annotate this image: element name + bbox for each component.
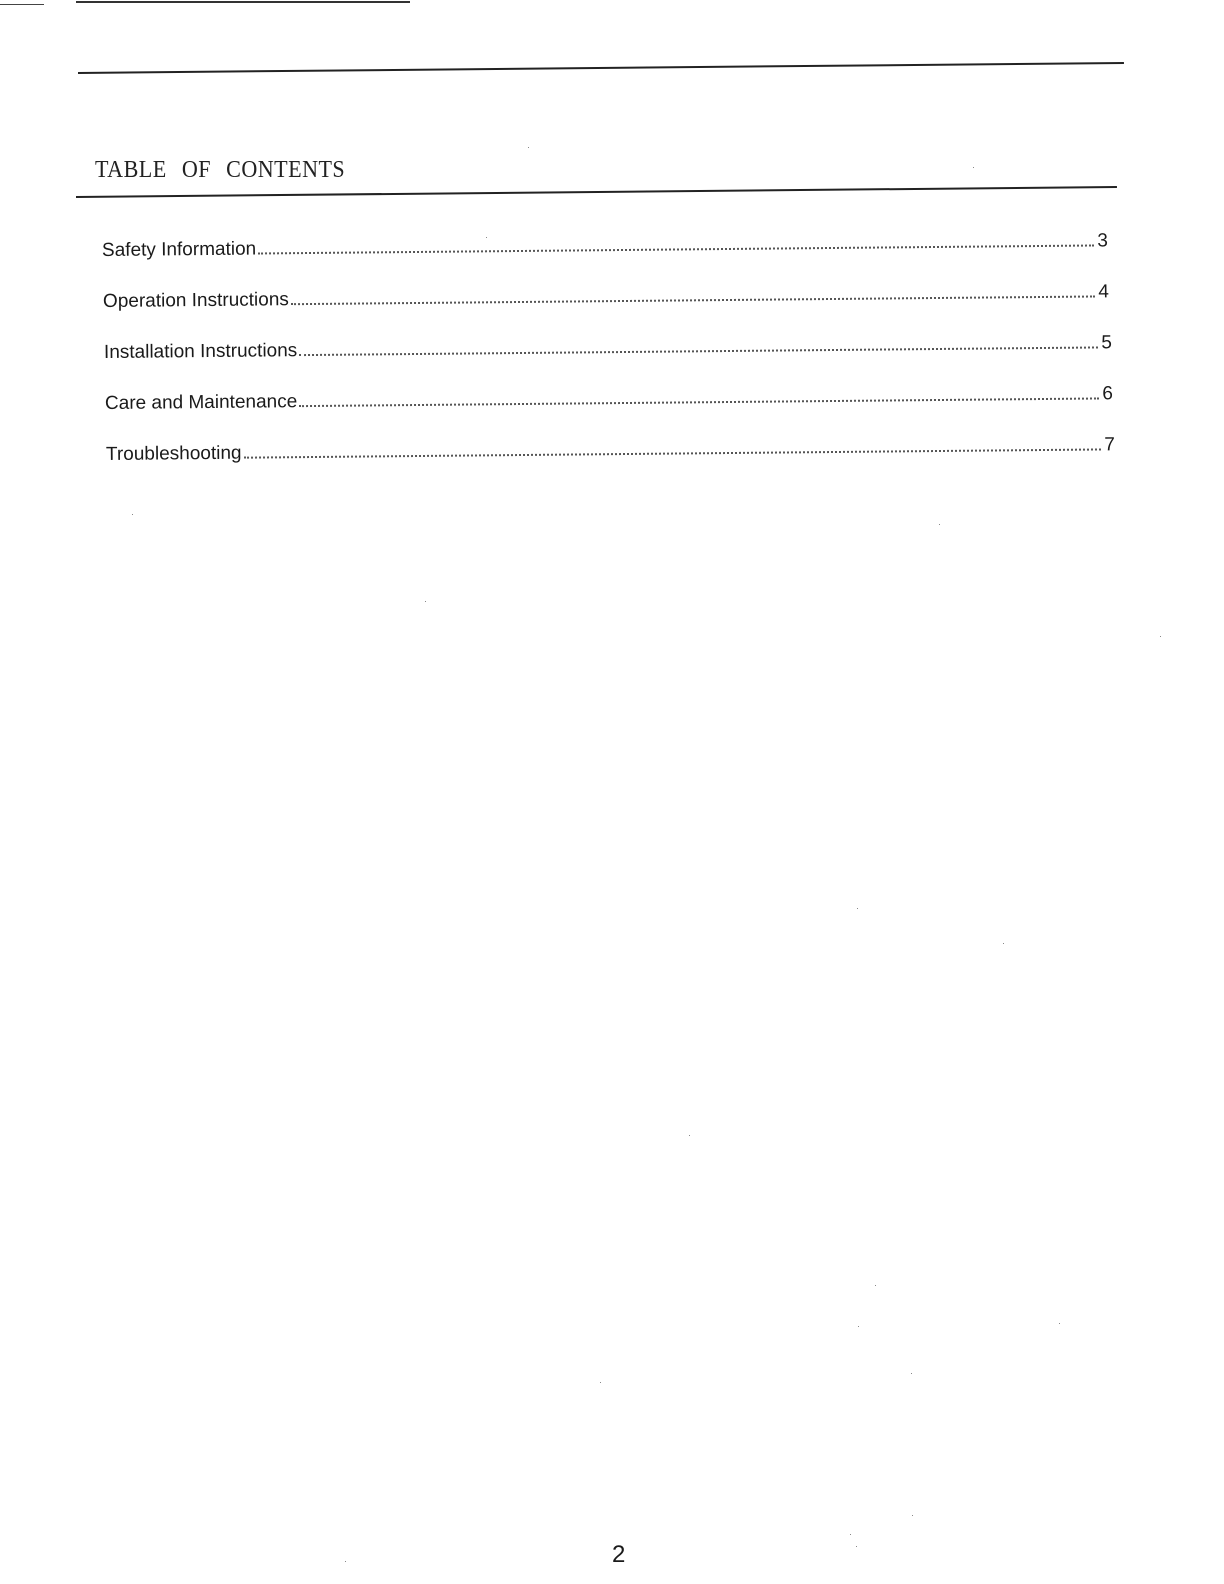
scan-speck (875, 1285, 876, 1286)
toc-entry-label: Operation Instructions (102, 289, 289, 312)
scan-speck (856, 1546, 857, 1547)
dot-leader (291, 294, 1096, 305)
scan-speck (850, 1534, 851, 1535)
scan-speck (689, 1135, 690, 1136)
scan-speck (1059, 1323, 1060, 1324)
dot-leader (299, 396, 1099, 407)
toc-entry (102, 230, 1108, 262)
scan-speck (1003, 943, 1004, 944)
scan-speck (425, 601, 426, 602)
scan-speck (912, 1515, 913, 1516)
scan-speck (911, 1373, 912, 1374)
toc-entry-page: 5 (1101, 332, 1113, 354)
page-number: 2 (612, 1541, 626, 1568)
scan-speck (939, 524, 940, 525)
scan-speck (858, 1326, 859, 1327)
scan-speck (345, 1561, 346, 1562)
toc-entry-page: 6 (1102, 383, 1114, 405)
toc-entry-label: Safety Information (101, 238, 257, 261)
toc-entry (106, 434, 1115, 466)
scan-speck (1160, 636, 1161, 637)
toc-entry-page: 4 (1098, 281, 1110, 303)
toc-entry (103, 281, 1109, 313)
toc-entry-label: Care and Maintenance (104, 391, 298, 414)
toc-entry-page: 7 (1104, 434, 1116, 456)
scan-speck (132, 514, 133, 515)
dot-leader (244, 447, 1102, 458)
dot-leader (299, 345, 1098, 356)
toc-entry-label: Installation Instructions (103, 340, 298, 363)
scan-speck (857, 908, 858, 909)
scan-speck (973, 167, 974, 168)
toc-title: TABLE OF CONTENTS (95, 157, 346, 183)
toc-entry (105, 383, 1113, 415)
dot-leader (258, 243, 1094, 254)
toc-entry (104, 332, 1112, 364)
toc-entry-page: 3 (1097, 230, 1109, 252)
toc-entry-label: Troubleshooting (105, 442, 242, 465)
scan-speck (528, 147, 529, 148)
scan-speck (600, 1382, 601, 1383)
scan-speck (486, 237, 487, 238)
